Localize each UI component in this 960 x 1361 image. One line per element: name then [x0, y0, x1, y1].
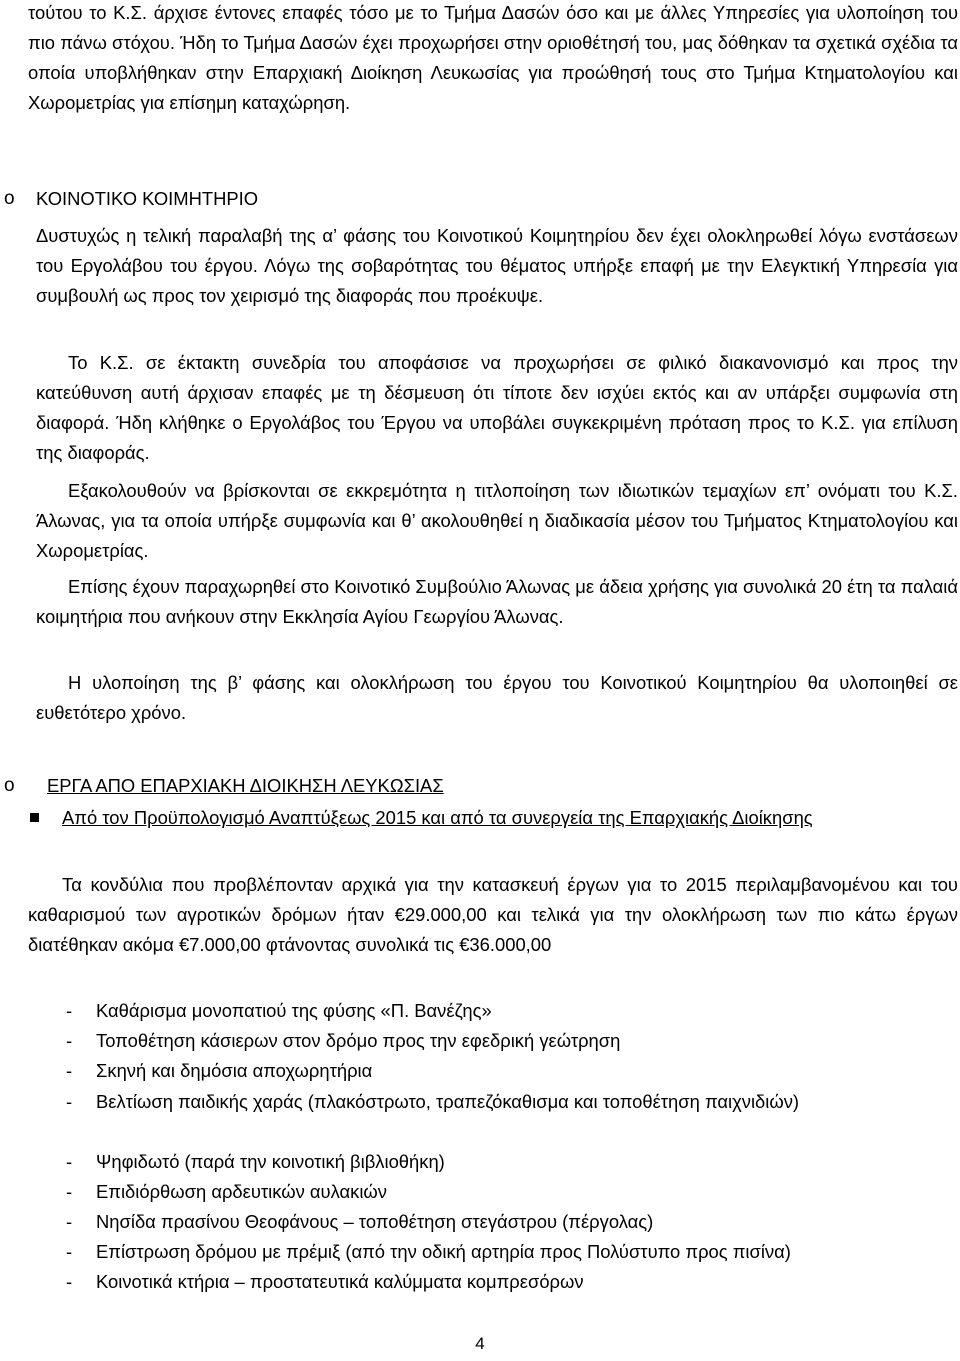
list-item: Καθάρισμα μονοπατιού της φύσης «Π. Βανέζης»	[96, 1000, 492, 1021]
list-item: Βελτίωση παιδικής χαράς (πλακόστρωτο, τραπεζόκαθισμα και τοποθέτηση παιχνιδιών)	[96, 1091, 800, 1112]
works-intro-paragraph: Τα κονδύλια που προβλέπονταν αρχικά για την κατασκευή έργων για το 2015 περιλαμβανομένου και του καθαρισμού των αγροτικών δρόμων ήταν €29.000,00 και τελικά για την ολοκλήρωση των πιο κάτω έργων διατέθηκαν ακόμα €7.000,00 φτάνοντας συνολικά τις €36.000,00	[28, 874, 958, 955]
page-number: 4	[475, 1334, 485, 1353]
cemetery-paragraph-5: Η υλοποίηση της β’ φάσης και ολοκλήρωση του έργου του Κοινοτικού Κοιμητηρίου θα υλοποιηθεί σε ευθετότερο χρόνο.	[36, 672, 958, 723]
works-subheading: Από τον Προϋπολογισμό Αναπτύξεως 2015 και από τα συνεργεία της Επαρχιακής Διοίκησης	[62, 807, 813, 828]
list-item: Επίστρωση δρόμου με πρέμιξ (από την οδική αρτηρία προς Πολύστυπο προς πισίνα)	[96, 1241, 791, 1262]
list-dash: -	[66, 1181, 73, 1202]
list-item: Τοποθέτηση κάσιερων στον δρόμο προς την εφεδρική γεώτρηση	[96, 1030, 621, 1051]
list-item: Επιδιόρθωση αρδευτικών αυλακιών	[96, 1181, 387, 1202]
list-item: Σκηνή και δημόσια αποχωρητήρια	[96, 1060, 373, 1081]
list-item: Κοινοτικά κτήρια – προστατευτικά καλύμματα κομπρεσόρων	[96, 1271, 584, 1292]
square-bullet-icon	[30, 813, 39, 822]
intro-paragraph: τούτου το Κ.Σ. άρχισε έντονες επαφές τόσο με το Τμήμα Δασών όσο και με άλλες Υπηρεσίες για υλοποίηση του πιο πάνω στόχου. Ήδη το Τμήμα Δασών έχει προχωρήσει στην οριοθέτησή του, μας δόθηκαν τα σχετικά σχέδια τα οποία υποβλήθηκαν στην Επαρχιακή Διοίκηση Λευκωσίας για προώθησή τους στο Τμήμα Κτηματολογίου και Χωρομετρίας για επίσημη καταχώρηση.	[28, 2, 958, 113]
list-item: Ψηφιδωτό (παρά την κοινοτική βιβλιοθήκη)	[96, 1151, 445, 1172]
cemetery-paragraph-1: Δυστυχώς η τελική παραλαβή της α’ φάσης του Κοινοτικού Κοιμητηρίου δεν έχει ολοκληρωθεί λόγω ενστάσεων του Εργολάβου του έργου. Λόγω της σοβαρότητας του θέματος υπήρξε επαφή με την Ελεγκτική Υπηρεσία για συμβουλή ως προς τον χειρισμό της διαφοράς που προέκυψε.	[36, 225, 958, 306]
list-dash: -	[66, 1211, 73, 1232]
list-item: Νησίδα πρασίνου Θεοφάνους – τοποθέτηση στεγάστρου (πέργολας)	[96, 1211, 654, 1232]
list-dash: -	[66, 1000, 73, 1021]
list-dash: -	[66, 1060, 73, 1081]
section-bullet: o	[4, 188, 15, 209]
cemetery-paragraph-3: Εξακολουθούν να βρίσκονται σε εκκρεμότητα η τιτλοποίηση των ιδιωτικών τεμαχίων επ’ ονόματι του Κ.Σ. Άλωνας, για τα οποία υπήρξε συμφωνία και θ’ ακολουθηθεί η διαδικασία μέσον του Τμήματος Κτηματολογίου και Χωρομετρίας.	[36, 480, 958, 561]
list-dash: -	[66, 1030, 73, 1051]
cemetery-heading: ΚΟΙΝΟΤΙΚΟ ΚΟΙΜΗΤΗΡΙΟ	[36, 188, 259, 209]
works-heading: ΕΡΓΑ ΑΠΟ ΕΠΑΡΧΙΑΚΗ ΔΙΟΙΚΗΣΗ ΛΕΥΚΩΣΙΑΣ	[47, 775, 444, 796]
cemetery-paragraph-4: Επίσης έχουν παραχωρηθεί στο Κοινοτικό Συμβούλιο Άλωνας με άδεια χρήσης για συνολικά 20 έτη τα παλαιά κοιμητήρια που ανήκουν στην Εκκλησία Αγίου Γεωργίου Άλωνας.	[36, 576, 958, 627]
list-dash: -	[66, 1271, 73, 1292]
list-dash: -	[66, 1151, 73, 1172]
section-bullet: o	[4, 775, 15, 796]
list-dash: -	[66, 1091, 73, 1112]
list-dash: -	[66, 1241, 73, 1262]
cemetery-paragraph-2: Το Κ.Σ. σε έκτακτη συνεδρία του αποφάσισε να προχωρήσει σε φιλικό διακανονισμό και προς την κατεύθυνση αυτή άρχισαν επαφές με τη δέσμευση ότι τίποτε δεν ισχύει εκτός και αν υπάρξει συμφωνία στη διαφορά. Ήδη κλήθηκε ο Εργολάβος του Έργου να υποβάλει συγκεκριμένη πρόταση προς το Κ.Σ. για επίλυση της διαφοράς.	[36, 352, 958, 463]
